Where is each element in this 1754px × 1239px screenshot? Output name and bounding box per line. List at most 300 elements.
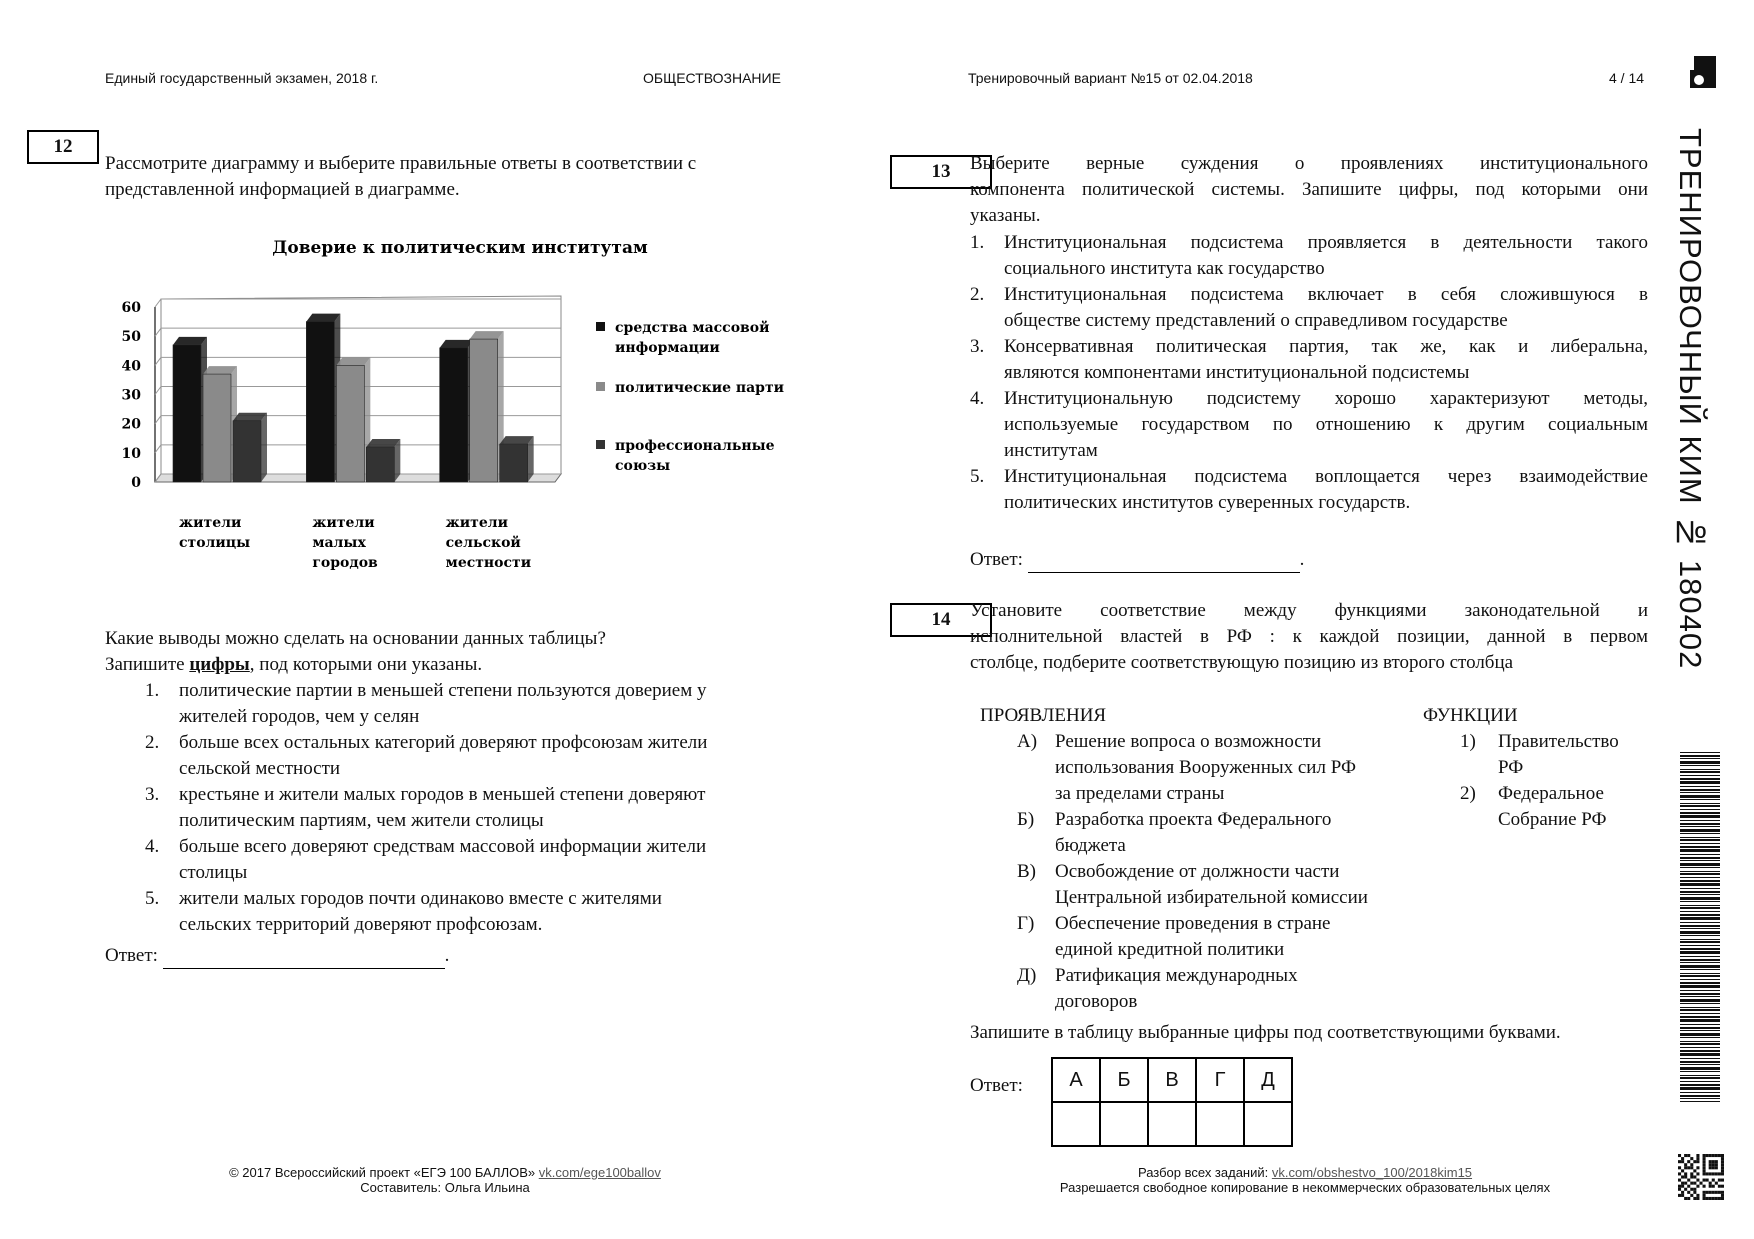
q14-function-text: Федеральное: [1498, 783, 1604, 804]
q14-col1-head: ПРОЯВЛЕНИЯ: [980, 705, 1107, 726]
barcode-bar: [1680, 758, 1720, 759]
qr-module: [1718, 1154, 1721, 1157]
q13-option-text: Институциональная подсистема включает в себя сложившуюся в: [1004, 284, 1648, 305]
q13-option-1: [970, 230, 1648, 282]
chart-ytick-label: 60: [121, 300, 141, 316]
barcode-bar: [1680, 1061, 1720, 1063]
barcode-bar: [1680, 812, 1720, 814]
q12-answer-field[interactable]: [163, 948, 445, 969]
footer-left: [190, 1165, 700, 1195]
qr-module: [1721, 1185, 1724, 1188]
chart-bar: [366, 447, 394, 482]
q13-answer-label: Ответ:: [970, 549, 1023, 570]
qr-module: [1696, 1157, 1699, 1160]
chart-bar-side: [261, 413, 267, 482]
qr-module: [1678, 1185, 1681, 1188]
q14-function-1: [1460, 729, 1660, 781]
barcode-bar: [1680, 871, 1720, 872]
q12-option-text: политические партии в меньшей степени пользуются доверием у: [179, 680, 707, 701]
chart-ytick-label: 30: [121, 387, 141, 404]
barcode-bar: [1680, 945, 1720, 946]
qr-module: [1696, 1197, 1699, 1200]
q12-option-number: 4.: [145, 836, 160, 857]
footer-right: [1000, 1165, 1610, 1195]
qr-module: [1693, 1169, 1696, 1172]
chart-category-label: жители: [179, 515, 242, 531]
qr-module: [1693, 1182, 1696, 1185]
qr-module: [1681, 1194, 1684, 1197]
qr-module: [1706, 1191, 1709, 1194]
qr-module: [1709, 1185, 1712, 1188]
qr-module: [1721, 1172, 1724, 1175]
q14-item-letter: Г): [1017, 913, 1035, 934]
barcode-bar: [1680, 775, 1720, 776]
qr-module: [1703, 1169, 1706, 1172]
qr-module: [1693, 1191, 1696, 1194]
qr-module: [1703, 1163, 1706, 1166]
q14-item-text: Освобождение от должности части: [1055, 861, 1340, 882]
qr-module: [1721, 1166, 1724, 1169]
barcode-bar: [1680, 1033, 1720, 1036]
barcode-bar: [1680, 1007, 1720, 1008]
barcode-bar: [1680, 1013, 1720, 1014]
chart-legend-swatch: [596, 322, 605, 331]
barcode-bar: [1680, 928, 1720, 929]
q12-answer-end: .: [444, 945, 450, 966]
chart-grid-tick: [155, 387, 161, 395]
chart-legend-label: союзы: [615, 458, 671, 474]
q12-option-number: 2.: [145, 732, 160, 753]
chart-bar: [203, 374, 231, 482]
qr-module: [1681, 1182, 1684, 1185]
q12-answer-label: Ответ:: [105, 945, 158, 966]
qr-module: [1715, 1154, 1718, 1157]
q12-intro-line1: Рассмотрите диаграмму и выберите правильные ответы в соответствии с: [105, 153, 697, 174]
qr-module: [1718, 1185, 1721, 1188]
chart-bar: [470, 339, 498, 482]
qr-code-icon: [1678, 1154, 1724, 1200]
barcode-bar: [1680, 820, 1720, 821]
q13-option-text: институтам: [1004, 440, 1098, 461]
barcode-bar: [1680, 809, 1720, 810]
barcode-bar: [1680, 1084, 1720, 1086]
qr-module: [1715, 1166, 1718, 1169]
q12-option-text: столицы: [179, 862, 248, 883]
qr-module: [1681, 1191, 1684, 1194]
chart-legend-label: политические парти: [615, 380, 785, 396]
q14-table-letter: А: [1052, 1058, 1100, 1102]
q14-item-letter: В): [1017, 861, 1036, 882]
qr-module: [1696, 1194, 1699, 1197]
q14-item-letter: Д): [1017, 965, 1037, 986]
qr-module: [1709, 1166, 1712, 1169]
qr-module: [1693, 1188, 1696, 1191]
q14-item-text: Обеспечение проведения в стране: [1055, 913, 1331, 934]
header-exam-title: Единый государственный экзамен, 2018 г.: [105, 70, 379, 86]
q12-options: [145, 678, 795, 938]
qr-module: [1706, 1179, 1709, 1182]
qr-module: [1696, 1172, 1699, 1175]
corner-mark-icon: [1690, 56, 1716, 88]
qr-module: [1699, 1182, 1702, 1185]
qr-module: [1690, 1163, 1693, 1166]
barcode-bar: [1680, 1047, 1720, 1048]
barcode-bar: [1680, 1075, 1720, 1076]
qr-module: [1706, 1172, 1709, 1175]
footer-analysis-link[interactable]: vk.com/obshestvo_100/2018kim15: [1271, 1165, 1473, 1180]
qr-module: [1712, 1160, 1715, 1163]
qr-module: [1709, 1154, 1712, 1157]
qr-module: [1709, 1163, 1712, 1166]
chart-bar: [173, 345, 201, 482]
barcode-bar: [1680, 931, 1720, 934]
chart-grid-tick: [155, 445, 161, 453]
chart-ytick-label: 10: [121, 445, 141, 462]
chart-legend-swatch: [596, 382, 605, 391]
q12-option-1: [145, 678, 795, 730]
barcode-bar: [1680, 849, 1720, 852]
q14-item-4: [1017, 911, 1417, 963]
barcode-bar: [1680, 993, 1720, 995]
chart-bar: [233, 421, 261, 482]
q13-option-number: 5.: [970, 466, 985, 487]
qr-module: [1684, 1197, 1687, 1200]
q13-option-number: 3.: [970, 336, 985, 357]
barcode-bar: [1680, 905, 1720, 906]
barcode-icon: [1680, 752, 1720, 1102]
barcode-bar: [1680, 1095, 1720, 1097]
qr-module: [1687, 1197, 1690, 1200]
chart-ytick-label: 20: [121, 416, 141, 433]
qr-module: [1703, 1179, 1706, 1182]
barcode-bar: [1680, 829, 1720, 832]
barcode-bar: [1680, 985, 1720, 988]
q13-intro-line: компонента политической системы. Запишите цифры, под которыми они: [970, 179, 1648, 200]
q13-option-text: политических институтов суверенных государств.: [1004, 492, 1411, 513]
q14-right-column: [1460, 729, 1660, 833]
q13-options: [970, 230, 1648, 516]
q14-item-text: единой кредитной политики: [1055, 939, 1285, 960]
barcode-bar: [1680, 1019, 1720, 1022]
chart-title: Доверие к политическим институтам: [272, 238, 648, 258]
chart-category-label: малых: [312, 535, 366, 551]
side-vertical-title: ТРЕНИРОВОЧНЫЙ КИМ № 180402: [1673, 128, 1708, 670]
qr-module: [1690, 1166, 1693, 1169]
q13-option-text: Институциональную подсистему хорошо характеризуют методы,: [1004, 388, 1648, 409]
qr-module: [1687, 1166, 1690, 1169]
task-number-13: 13: [890, 155, 992, 189]
qr-module: [1709, 1160, 1712, 1163]
q14-answer-cell[interactable]: [1052, 1102, 1100, 1146]
barcode-bar: [1680, 1027, 1720, 1029]
chart-category-label: местности: [445, 555, 532, 571]
barcode-bar: [1680, 951, 1720, 954]
barcode-bar: [1680, 839, 1720, 841]
qr-module: [1684, 1163, 1687, 1166]
barcode-bar: [1680, 1064, 1720, 1065]
barcode-bar: [1680, 771, 1720, 773]
barcode-bar: [1680, 1009, 1720, 1011]
qr-module: [1684, 1175, 1687, 1178]
q12-instr-bold: цифры: [189, 654, 250, 675]
q14-intro-line: Установите соответствие между функциями законодательной и: [970, 600, 1648, 621]
footer-analysis-label: Разбор всех заданий:: [1137, 1165, 1272, 1180]
q12-instr-pre: Запишите: [105, 654, 190, 675]
barcode-bar: [1680, 854, 1720, 855]
q13-option-3: [970, 334, 1648, 386]
qr-module: [1721, 1197, 1724, 1200]
barcode-bar: [1680, 752, 1720, 753]
barcode-bar: [1680, 948, 1720, 950]
q14-answer-cell[interactable]: [1196, 1102, 1244, 1146]
barcode-bar: [1680, 1077, 1720, 1079]
qr-module: [1718, 1179, 1721, 1182]
q12-option-text: сельских территорий доверяют профсоюзам.: [179, 914, 543, 935]
q13-intro-line: Выберите верные суждения о проявлениях институционального: [970, 153, 1648, 174]
q12-option-2: [145, 730, 795, 782]
qr-module: [1712, 1179, 1715, 1182]
q12-intro-line2: представленной информацией в диаграмме.: [105, 179, 460, 200]
q12-option-5: [145, 886, 795, 938]
barcode-bar: [1680, 867, 1720, 868]
chart-grid-tick: [155, 357, 161, 365]
qr-module: [1687, 1154, 1690, 1157]
qr-module: [1721, 1157, 1724, 1160]
q13-option-text: используемые государством по отношению к другим социальным: [1004, 414, 1648, 435]
q14-intro: [970, 598, 1648, 676]
qr-module: [1678, 1172, 1681, 1175]
qr-module: [1696, 1154, 1699, 1157]
chart-bar-top: [173, 337, 207, 345]
q14-intro-line: столбце, подберите соответствующую позицию из второго столбца: [970, 652, 1514, 673]
qr-module: [1687, 1191, 1690, 1194]
qr-module: [1684, 1182, 1687, 1185]
qr-module: [1703, 1160, 1706, 1163]
qr-module: [1696, 1160, 1699, 1163]
q14-item-text: бюджета: [1055, 835, 1126, 856]
qr-module: [1718, 1172, 1721, 1175]
qr-module: [1687, 1160, 1690, 1163]
qr-module: [1681, 1157, 1684, 1160]
qr-module: [1703, 1166, 1706, 1169]
qr-module: [1703, 1197, 1706, 1200]
q13-intro-line: указаны.: [970, 205, 1041, 226]
trust-bar-chart: [100, 232, 800, 592]
q14-table-letter: Г: [1196, 1058, 1244, 1102]
q14-item-1: [1017, 729, 1417, 807]
barcode-bar: [1680, 979, 1720, 980]
barcode-bar: [1680, 894, 1720, 895]
q14-item-text: Разработка проекта Федерального: [1055, 809, 1332, 830]
barcode-bar: [1680, 860, 1720, 861]
footer-copy-permission: Разрешается свободное копирование в некоммерческих образовательных целях: [1059, 1180, 1551, 1195]
q12-option-text: сельской местности: [179, 758, 341, 779]
q12-option-text: крестьяне и жители малых городов в меньшей степени доверяют: [179, 784, 706, 805]
barcode-bar: [1680, 917, 1720, 920]
q14-function-number: 1): [1460, 731, 1476, 752]
barcode-bar: [1680, 925, 1720, 927]
qr-module: [1693, 1175, 1696, 1178]
chart-legend-swatch: [596, 440, 605, 449]
chart-category-label: столицы: [179, 535, 251, 551]
barcode-bar: [1680, 1030, 1720, 1031]
q12-option-text: больше всех остальных категорий доверяют профсоюзам жители: [179, 732, 708, 753]
q14-item-text: Ратификация международных: [1055, 965, 1298, 986]
qr-module: [1681, 1160, 1684, 1163]
q14-item-2: [1017, 807, 1417, 859]
q13-option-text: являются компонентами институциональной подсистемы: [1004, 362, 1470, 383]
barcode-bar: [1680, 962, 1720, 963]
chart-bar-top: [440, 340, 474, 348]
q13-answer-field[interactable]: [1028, 552, 1300, 573]
q14-item-5: [1017, 963, 1417, 1015]
qr-module: [1690, 1157, 1693, 1160]
barcode-bar: [1680, 891, 1720, 893]
footer-copyright: © 2017 Всероссийский проект «ЕГЭ 100 БАЛЛОВ»: [229, 1165, 539, 1180]
qr-module: [1693, 1160, 1696, 1163]
qr-module: [1715, 1191, 1718, 1194]
q14-answer-cell[interactable]: [1100, 1102, 1148, 1146]
q13-option-5: [970, 464, 1648, 516]
qr-module: [1703, 1157, 1706, 1160]
header-subject: ОБЩЕСТВОЗНАНИЕ: [643, 70, 781, 86]
barcode-bar: [1680, 996, 1720, 997]
barcode-bar: [1680, 897, 1720, 900]
chart-grid-tick: [155, 328, 161, 336]
qr-module: [1712, 1154, 1715, 1157]
chart-grid-tick: [155, 299, 161, 307]
q12-option-text: жители малых городов почти одинаково вместе с жителями: [179, 888, 662, 909]
q13-option-number: 1.: [970, 232, 985, 253]
qr-module: [1678, 1179, 1681, 1182]
q14-function-text: РФ: [1498, 757, 1524, 778]
qr-module: [1678, 1194, 1681, 1197]
barcode-bar: [1680, 769, 1720, 770]
q12-option-3: [145, 782, 795, 834]
q14-function-number: 2): [1460, 783, 1476, 804]
chart-bar-top: [233, 413, 267, 421]
barcode-bar: [1680, 781, 1720, 784]
q14-function-text: Собрание РФ: [1498, 809, 1607, 830]
chart-bar-side: [528, 436, 534, 482]
qr-module: [1721, 1194, 1724, 1197]
qr-module: [1678, 1188, 1681, 1191]
qr-module: [1721, 1191, 1724, 1194]
barcode-bar: [1680, 1058, 1720, 1059]
barcode-bar: [1680, 846, 1720, 848]
qr-module: [1709, 1172, 1712, 1175]
qr-module: [1715, 1160, 1718, 1163]
barcode-bar: [1680, 1050, 1720, 1052]
qr-module: [1681, 1169, 1684, 1172]
q14-table-letter: Д: [1244, 1058, 1292, 1102]
qr-module: [1718, 1197, 1721, 1200]
qr-module: [1678, 1154, 1681, 1157]
q14-answer-label: Ответ:: [970, 1075, 1023, 1096]
barcode-bar: [1680, 911, 1720, 912]
qr-module: [1681, 1185, 1684, 1188]
qr-module: [1690, 1194, 1693, 1197]
q12-instruction: [105, 652, 795, 678]
barcode-bar: [1680, 805, 1720, 807]
barcode-bar: [1680, 1053, 1720, 1056]
chart-ytick-label: 40: [121, 358, 141, 375]
q13-answer-end: .: [1299, 549, 1305, 570]
barcode-bar: [1680, 1043, 1720, 1045]
barcode-bar: [1680, 843, 1720, 844]
qr-module: [1718, 1191, 1721, 1194]
barcode-bar: [1680, 907, 1720, 909]
chart-bar-top: [500, 436, 534, 444]
q14-item-text: Центральной избирательной комиссии: [1055, 887, 1368, 908]
barcode-bar: [1680, 1003, 1720, 1004]
q14-answer-cell[interactable]: [1244, 1102, 1292, 1146]
qr-module: [1715, 1172, 1718, 1175]
q14-intro-line: исполнительной властей в РФ : к каждой позиции, данной в первом: [970, 626, 1648, 647]
chart-legend-label: информации: [615, 340, 720, 356]
qr-module: [1703, 1185, 1706, 1188]
task-number-12: 12: [27, 130, 99, 164]
qr-module: [1709, 1197, 1712, 1200]
qr-module: [1703, 1172, 1706, 1175]
q14-item-3: [1017, 859, 1417, 911]
qr-module: [1690, 1188, 1693, 1191]
qr-module: [1712, 1185, 1715, 1188]
barcode-bar: [1680, 1071, 1720, 1072]
q14-item-letter: Б): [1017, 809, 1035, 830]
q12-option-text: больше всего доверяют средствам массовой информации жители: [179, 836, 707, 857]
qr-module: [1687, 1185, 1690, 1188]
qr-module: [1684, 1188, 1687, 1191]
qr-module: [1706, 1197, 1709, 1200]
chart-category-label: жители: [445, 515, 509, 531]
chart-ytick-label: 50: [121, 329, 141, 346]
q12-option-number: 3.: [145, 784, 160, 805]
footer-author: Составитель: Ольга Ильина: [360, 1180, 530, 1195]
qr-module: [1709, 1191, 1712, 1194]
barcode-bar: [1680, 786, 1720, 787]
barcode-bar: [1680, 863, 1720, 866]
q12-answer: [105, 943, 449, 969]
barcode-bar: [1680, 857, 1720, 859]
qr-module: [1678, 1166, 1681, 1169]
qr-module: [1715, 1197, 1718, 1200]
header-variant: Тренировочный вариант №15 от 02.04.2018: [968, 70, 1253, 86]
page-number: 4 / 14: [1609, 70, 1645, 86]
barcode-bar: [1680, 914, 1720, 916]
q14-function-2: [1460, 781, 1660, 833]
chart-legend-label: профессиональные: [615, 438, 775, 454]
q14-answer-cell[interactable]: [1148, 1102, 1196, 1146]
barcode-bar: [1680, 837, 1720, 838]
q13-intro: [970, 151, 1648, 229]
q13-answer: [970, 547, 1304, 573]
barcode-bar: [1680, 883, 1720, 886]
qr-module: [1712, 1197, 1715, 1200]
barcode-bar: [1680, 1101, 1720, 1102]
chart-bar-top: [306, 314, 340, 322]
barcode-bar: [1680, 1087, 1720, 1090]
barcode-bar: [1680, 765, 1720, 766]
q14-item-text: договоров: [1055, 991, 1138, 1012]
q13-option-text: Институциональная подсистема воплощается через взаимодействие: [1004, 466, 1648, 487]
barcode-bar: [1680, 990, 1720, 991]
chart-bar-top: [366, 439, 400, 447]
qr-module: [1690, 1172, 1693, 1175]
footer-vk-link[interactable]: vk.com/ege100ballov: [538, 1165, 661, 1180]
qr-module: [1696, 1179, 1699, 1182]
barcode-bar: [1680, 880, 1720, 882]
